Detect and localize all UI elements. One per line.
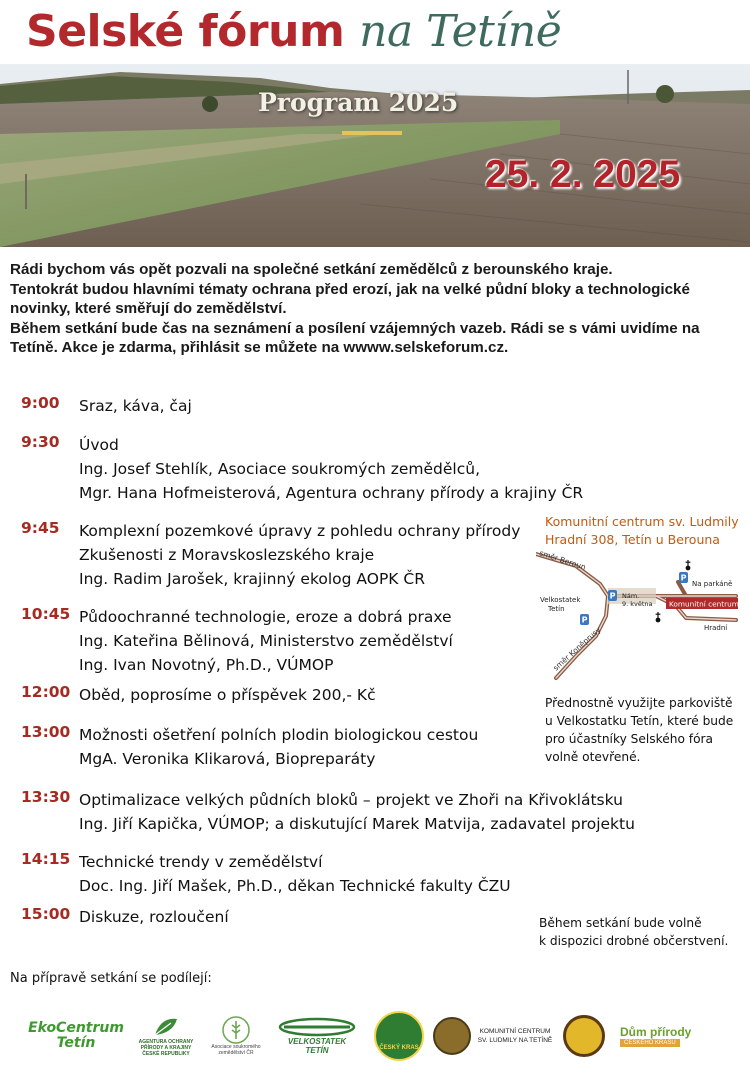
schedule-line: Ing. Radim Jarošek, krajinný ekolog AOPK ČR (79, 570, 425, 588)
refreshment-line: Během setkání bude volně (539, 916, 702, 930)
refreshment-line: k dispozici drobné občerstvení. (539, 934, 729, 948)
map-label-na-parkane: Na parkáně (692, 580, 733, 588)
parking-icon (580, 614, 589, 625)
logo-komunitni-centrum (474, 1006, 556, 1066)
program-year: Program 2025 (258, 88, 459, 117)
schedule-time: 14:15 (21, 850, 71, 868)
schedule-line: Zkušenosti z Moravskoslezského kraje (79, 546, 375, 564)
registration-link[interactable]: wwww.selskeforum.cz. (343, 339, 509, 356)
schedule-line: Ing. Josef Stehlík, Asociace soukromých zemědělců, (79, 460, 481, 478)
event-date: 25. 2. 2025 (485, 153, 681, 196)
program-underline (342, 131, 402, 135)
venue-name: Komunitní centrum sv. Ludmily (545, 514, 739, 529)
schedule-item (79, 905, 229, 929)
velkostatek-emblem (278, 1017, 356, 1037)
wheat-icon (222, 1016, 250, 1044)
intro-line-3-text: Během setkání bude čas na seznámení a posílení vzájemných vazeb. Rádi se s vámi uvidíme na Tetíně. Akce je zdarma, přihlásit se můžete na (10, 319, 700, 356)
map-label-velkostatek: Velkostatek (540, 596, 581, 604)
leaf-icon (151, 1015, 181, 1039)
intro-line-3 (10, 319, 745, 358)
schedule-item (79, 788, 635, 836)
logo-text: ČESKÉHO KRASU (620, 1039, 680, 1047)
logo-text: PŘÍRODY A KRAJINY (140, 1045, 192, 1051)
logo-emblem-yellow (560, 1006, 608, 1066)
schedule-time: 9:30 (21, 433, 60, 451)
schedule-line: MgA. Veronika Klikarová, Biopreparáty (79, 750, 376, 768)
schedule-line: Oběd, poprosíme o příspěvek 200,- Kč (79, 686, 376, 704)
partners-heading: Na přípravě setkání se podílejí: (10, 971, 212, 986)
logo-dum-prirody (620, 1006, 730, 1066)
map-label-hradni: Hradní (704, 624, 728, 632)
schedule-item (79, 723, 478, 771)
logo-text: ČESKÉ REPUBLIKY (142, 1051, 190, 1057)
schedule-line: Možnosti ošetření polních plodin biologickou cestou (79, 726, 479, 744)
logo-text: Dům přírody (620, 1025, 692, 1039)
schedule-line: Sraz, káva, čaj (79, 397, 192, 415)
parking-note-line: u Velkostatku Tetín, které bude (545, 714, 734, 728)
logo-text: EkoCentrum (28, 1020, 124, 1036)
logo-text: ČESKÝ KRAS (379, 1045, 419, 1051)
map-label-koneprusy: směr Koněprusy (551, 625, 603, 673)
venue-address: Hradní 308, Tetín u Berouna (545, 532, 720, 547)
schedule-line: Ing. Kateřina Bělinová, Ministerstvo zemědělství (79, 632, 453, 650)
partner-logos (0, 1006, 750, 1066)
title-main: Selské fórum (26, 6, 345, 57)
schedule-line: Komplexní pozemkové úpravy z pohledu ochrany přírody (79, 522, 521, 540)
logo-text: zemědělství ČR (218, 1050, 254, 1056)
logo-aopk (132, 1006, 200, 1066)
schedule-line: Ing. Jiří Kapička, VÚMOP; a diskutující Marek Matvija, zadavatel projektu (79, 815, 635, 833)
church-icon (686, 560, 691, 570)
logo-text: Asociace soukromého (211, 1044, 261, 1050)
logo-text: KOMUNITNÍ CENTRUM (479, 1028, 551, 1035)
logo-badge-round (430, 1006, 474, 1066)
schedule-item (79, 850, 511, 898)
logo-text: VELKOSTATEK TETÍN (287, 1037, 347, 1055)
schedule-time: 10:45 (21, 605, 71, 623)
schedule-time: 15:00 (21, 905, 71, 923)
schedule-line: Mgr. Hana Hofmeisterová, Agentura ochrany přírody a krajiny ČR (79, 484, 584, 502)
schedule-item (79, 683, 376, 707)
intro-line-1: Rádi bychom vás opět pozvali na společné setkání zemědělců z berounského kraje. (10, 261, 613, 278)
refreshment-note (539, 914, 749, 950)
logo-cesky-kras (372, 1006, 426, 1066)
logo-ekocentrum-tetin (30, 1006, 122, 1066)
schedule-time: 12:00 (21, 683, 71, 701)
logo-velkostatek-tetin (276, 1006, 358, 1066)
svg-text:P: P (581, 615, 588, 625)
schedule-line: Úvod (79, 436, 119, 454)
schedule-line: Optimalizace velkých půdních bloků – projekt ve Zhoři na Křivoklátsku (79, 791, 623, 809)
logo-text: Tetín (56, 1035, 96, 1051)
intro-line-2: Tentokrát budou hlavními tématy ochrana před erozí, jak na velké půdní bloky a technologické novinky, které směřují do zemědělství. (10, 280, 690, 317)
map-label-centrum: Komunitní centrum (669, 599, 739, 609)
parking-note-line: volně otevřené. (545, 750, 641, 764)
venue-map[interactable] (536, 546, 746, 686)
logo-asz (206, 1006, 266, 1066)
parking-icon (679, 572, 688, 583)
map-label-9-kvetna: 9. května (622, 600, 653, 608)
intro-text (10, 260, 745, 358)
schedule-time: 13:30 (21, 788, 71, 806)
parking-icon (608, 590, 617, 601)
parking-note-line: pro účastníky Selského fóra (545, 732, 714, 746)
venue-caption (545, 513, 739, 549)
svg-text:P: P (609, 591, 616, 601)
parking-note-line: Přednostně využijte parkoviště (545, 696, 733, 710)
title-place: na Tetíně (359, 6, 562, 57)
schedule-item (79, 519, 520, 591)
map-label-tetin: Tetín (548, 605, 565, 613)
page-title (26, 6, 561, 57)
map-label-nam: Nám. (622, 592, 640, 600)
schedule-line: Technické trendy v zemědělství (79, 853, 323, 871)
logo-text: SV. LUDMILY NA TETÍNĚ (477, 1037, 553, 1044)
schedule-time: 13:00 (21, 723, 71, 741)
schedule-line: Ing. Ivan Novotný, Ph.D., VÚMOP (79, 656, 334, 674)
schedule-time: 9:00 (21, 394, 60, 412)
schedule-item (79, 605, 453, 677)
map-label-beroun: směr Beroun (538, 548, 587, 572)
schedule-line: Doc. Ing. Jiří Mašek, Ph.D., děkan Technické fakulty ČZU (79, 877, 511, 895)
parking-note (545, 694, 745, 766)
schedule-item (79, 394, 192, 418)
schedule-line: Diskuze, rozloučení (79, 908, 229, 926)
schedule-item (79, 433, 583, 505)
schedule-time: 9:45 (21, 519, 60, 537)
logo-text: AGENTURA OCHRANY (138, 1039, 194, 1045)
schedule-line: Půdoochranné technologie, eroze a dobrá praxe (79, 608, 452, 626)
svg-text:P: P (680, 573, 687, 583)
church-icon (656, 612, 661, 622)
